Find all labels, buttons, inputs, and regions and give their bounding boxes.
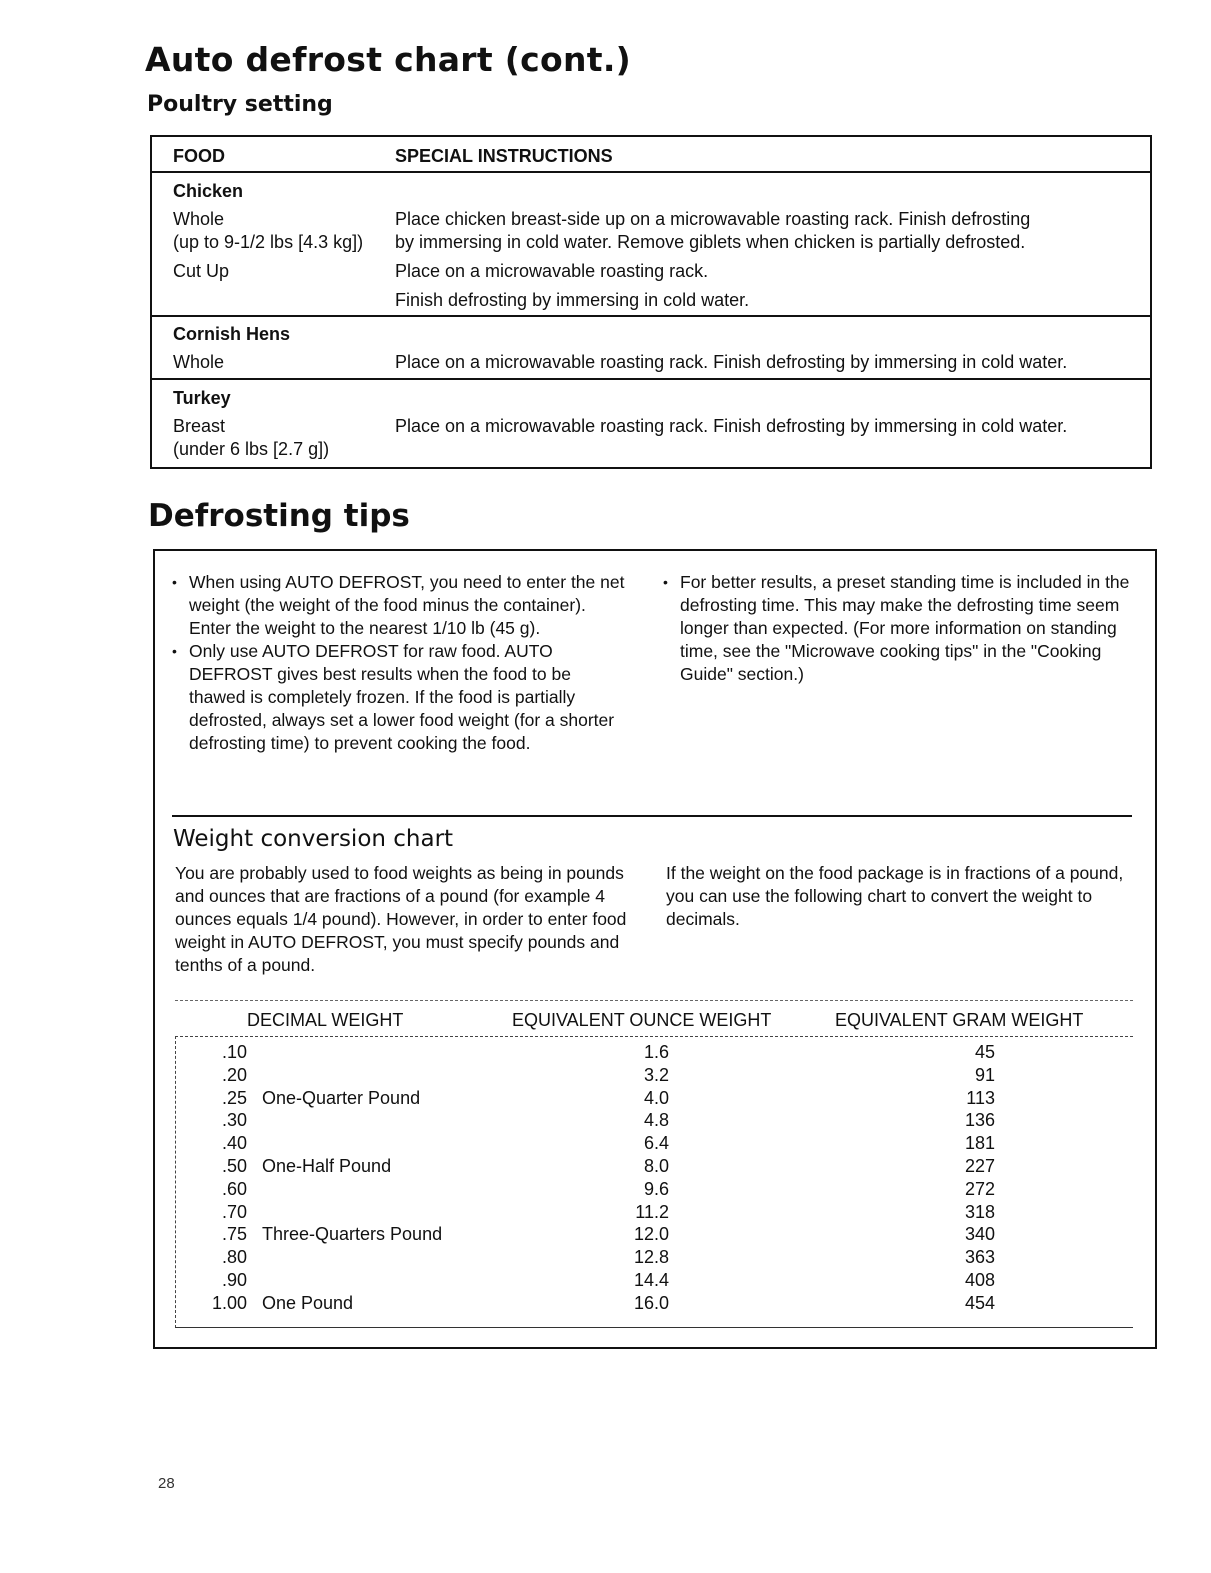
table-row: [175, 1088, 1133, 1111]
table-body: [175, 1042, 1133, 1316]
intro-text: You are probably used to food weights as being in pounds and ounces that are fractions of a pound (for example 4 ounces equals 1/4 pound). However, in order to enter food weight in AUTO DEFROST, you must specify pounds and tenths of a pound.: [175, 863, 627, 975]
gram-weight-cell: 136: [964, 1110, 995, 1131]
ounce-weight-cell: 4.8: [643, 1110, 669, 1131]
page-title: Auto defrost chart (cont.): [145, 40, 632, 79]
decimal-weight-cell: .60: [221, 1178, 247, 1199]
tips-right-column: [663, 571, 1140, 686]
gram-weight-cell: 91: [974, 1064, 995, 1085]
table-row: [175, 1065, 1133, 1088]
gram-weight-cell: 318: [964, 1201, 995, 1222]
food-chicken-whole: Whole: [173, 209, 225, 229]
intro-text: If the weight on the food package is in fractions of a pound, you can use the following chart to convert the weight to decimals.: [666, 863, 1124, 929]
instr-chicken-cutup-1: Place on a microwavable roasting rack.: [395, 261, 709, 281]
decimal-weight-cell: .90: [221, 1269, 247, 1290]
decimal-weight-cell: .30: [221, 1110, 247, 1131]
ounce-weight-cell: 14.4: [633, 1269, 669, 1290]
ounce-weight-cell: 4.0: [643, 1087, 669, 1108]
food-cornish-whole: Whole: [173, 352, 225, 372]
ounce-weight-cell: 9.6: [643, 1178, 669, 1199]
gram-weight-cell: 340: [964, 1224, 995, 1245]
food-column-header: FOOD: [173, 146, 225, 166]
poultry-table-header: [152, 137, 1150, 173]
gram-weight-cell: 454: [964, 1292, 995, 1313]
bullet-icon: •: [663, 574, 668, 590]
defrosting-tips-title: Defrosting tips: [148, 498, 410, 534]
weight-conversion-title: Weight conversion chart: [173, 826, 454, 852]
instr-cornish-whole: Place on a microwavable roasting rack. Finish defrosting by immersing in cold water.: [395, 352, 1068, 372]
table-row: [175, 1270, 1133, 1293]
decimal-weight-cell: .10: [221, 1042, 247, 1062]
gram-weight-cell: 272: [964, 1178, 995, 1199]
tip-item: [172, 640, 629, 755]
section-subtitle: Poultry setting: [147, 92, 333, 117]
table-top-rule: [175, 1000, 1133, 1001]
ounce-weight-cell: 3.2: [643, 1064, 669, 1085]
ounce-weight-cell: 6.4: [643, 1133, 669, 1154]
table-row: [175, 1110, 1133, 1133]
gram-weight-header: EQUIVALENT GRAM WEIGHT: [835, 1010, 1084, 1030]
table-row: [175, 1224, 1133, 1247]
decimal-weight-cell: .20: [221, 1064, 247, 1085]
decimal-weight-cell: 1.00: [211, 1292, 247, 1313]
tips-left-column: [172, 571, 629, 755]
bullet-icon: •: [172, 574, 177, 590]
ounce-weight-cell: 12.8: [633, 1247, 669, 1268]
gram-weight-cell: 227: [964, 1155, 995, 1176]
gram-weight-cell: 181: [964, 1133, 995, 1154]
table-bottom-rule: [175, 1327, 1133, 1328]
table-row: [175, 1247, 1133, 1270]
ounce-weight-cell: 11.2: [635, 1201, 669, 1222]
instr-chicken-cutup-2: Finish defrosting by immersing in cold water.: [395, 290, 750, 310]
food-turkey-breast-weight: (under 6 lbs [2.7 g]): [173, 439, 330, 459]
instructions-column-header: SPECIAL INSTRUCTIONS: [395, 146, 613, 166]
tip-item: [663, 571, 1140, 686]
tip-text: When using AUTO DEFROST, you need to enter the net weight (the weight of the food minus the container). Enter the weight to the nearest 1/10 lb (45 g).: [189, 572, 625, 638]
fraction-label-cell: Three-Quarters Pound: [262, 1224, 443, 1245]
decimal-weight-cell: .70: [221, 1201, 247, 1222]
gram-weight-cell: 408: [964, 1269, 995, 1290]
food-turkey-breast: Breast: [173, 416, 226, 436]
weight-conversion-intro-right: [666, 862, 1141, 931]
decimal-weight-cell: .80: [221, 1247, 247, 1268]
gram-weight-cell: 113: [966, 1087, 995, 1108]
row-divider: [152, 315, 1150, 317]
table-header-rule: [175, 1036, 1133, 1037]
table-row: [175, 1179, 1133, 1202]
tip-text: For better results, a preset standing time is included in the defrosting time. This may make the defrosting time seem longer than expected. (For more information on standing time, see the "Microwave cooking tips" in the "Cooking Guide" section.): [680, 572, 1130, 684]
instr-turkey-breast: Place on a microwavable roasting rack. Finish defrosting by immersing in cold water.: [395, 416, 1068, 436]
table-row: [175, 1293, 1133, 1316]
fraction-label-cell: One Pound: [262, 1292, 354, 1313]
section-divider: [172, 815, 1132, 817]
food-chicken-cutup: Cut Up: [173, 261, 230, 281]
ounce-weight-cell: 16.0: [633, 1292, 669, 1313]
ounce-weight-cell: 1.6: [643, 1042, 669, 1062]
table-row: [175, 1042, 1133, 1065]
decimal-weight-cell: .25: [221, 1087, 247, 1108]
page-number: 28: [158, 1475, 175, 1492]
food-chicken-whole-weight: (up to 9-1/2 lbs [4.3 kg]): [173, 232, 364, 252]
fraction-label-cell: One-Half Pound: [262, 1155, 392, 1176]
instr-chicken-whole-2: by immersing in cold water. Remove giblets when chicken is partially defrosted.: [395, 232, 1026, 252]
ounce-weight-cell: 12.0: [633, 1224, 669, 1245]
row-divider: [152, 378, 1150, 380]
fraction-label-cell: One-Quarter Pound: [262, 1087, 421, 1108]
ounce-weight-header: EQUIVALENT OUNCE WEIGHT: [512, 1010, 772, 1030]
weight-conversion-table: [175, 1000, 1133, 1328]
instr-chicken-whole-1: Place chicken breast-side up on a microwavable roasting rack. Finish defrosting: [395, 209, 1031, 229]
table-row: [175, 1156, 1133, 1179]
poultry-table: [150, 135, 1152, 469]
gram-weight-cell: 363: [964, 1247, 995, 1268]
weight-conversion-intro-left: [175, 862, 645, 977]
decimal-weight-cell: .75: [221, 1224, 247, 1245]
group-label-cornish-hens: Cornish Hens: [173, 324, 291, 344]
ounce-weight-cell: 8.0: [643, 1155, 669, 1176]
decimal-weight-cell: .50: [221, 1155, 247, 1176]
table-row: [175, 1133, 1133, 1156]
bullet-icon: •: [172, 643, 177, 659]
group-label-chicken: Chicken: [173, 181, 244, 201]
tip-text: Only use AUTO DEFROST for raw food. AUTO DEFROST gives best results when the food to be thawed is completely frozen. If the food is partially defrosted, always set a lower food weight (for a shorter defrosting time) to prevent cooking the food.: [189, 641, 615, 753]
gram-weight-cell: 45: [974, 1042, 995, 1062]
decimal-weight-cell: .40: [221, 1133, 247, 1154]
table-row: [175, 1202, 1133, 1225]
decimal-weight-header: DECIMAL WEIGHT: [247, 1010, 404, 1030]
group-label-turkey: Turkey: [173, 388, 231, 408]
tip-item: [172, 571, 629, 640]
